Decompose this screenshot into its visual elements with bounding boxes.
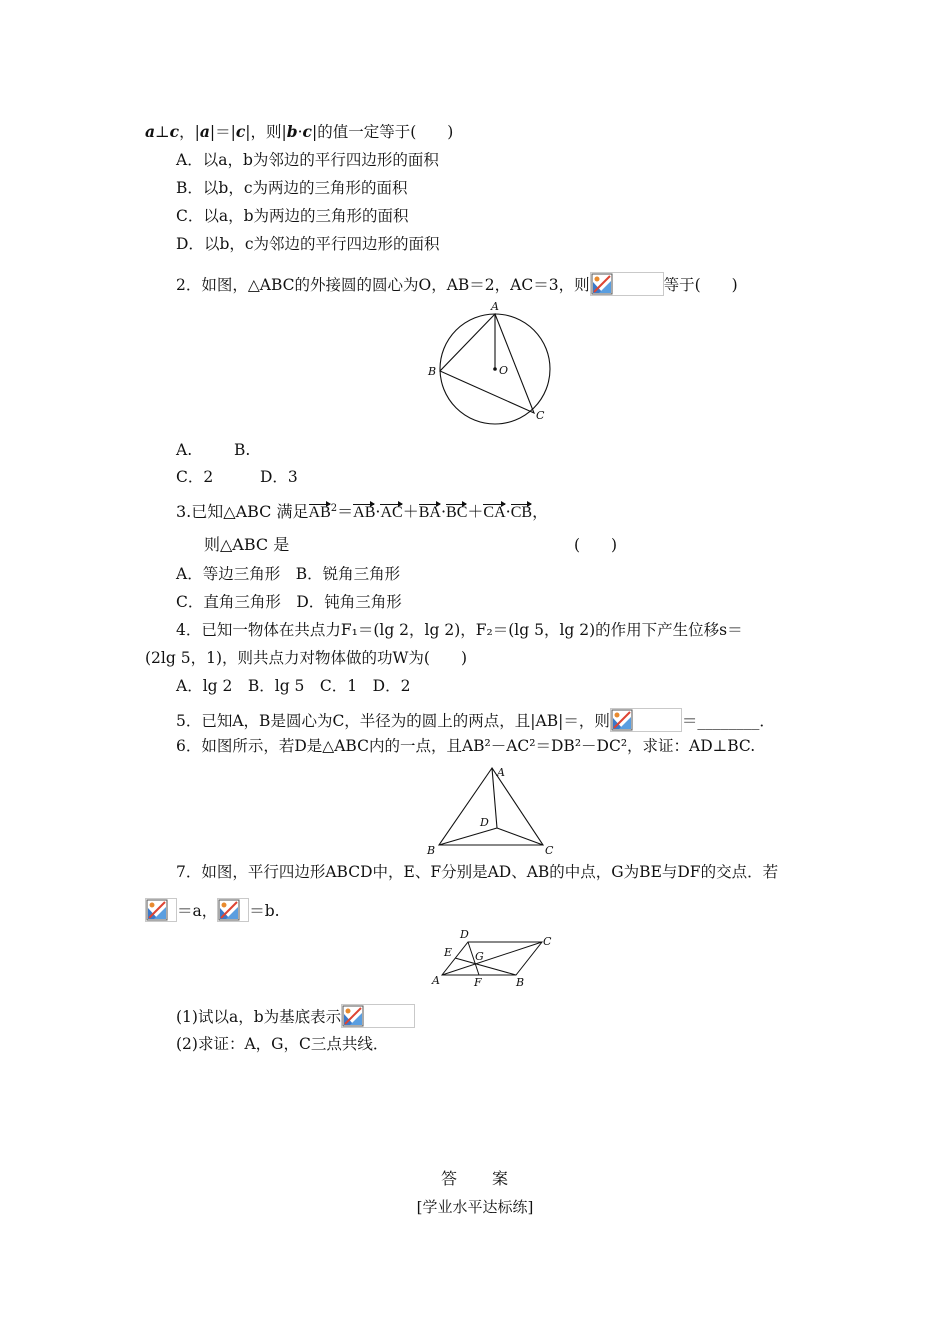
q7-part1: (1)试以a，b为基底表示: [176, 1004, 415, 1028]
label-f: F: [474, 976, 482, 989]
q3-options-row2: C．直角三角形 D．钝角三角形: [176, 593, 402, 611]
q3-options-row1: A．等边三角形 B．锐角三角形: [176, 565, 401, 583]
q2-stem: 2．如图，△ABC的外接圆的圆心为O，AB＝2，AC＝3，则 等于( ): [176, 272, 738, 296]
q7-stem: 7．如图，平行四边形ABCD中，E、F分别是AD、AB的中点，G为BE与DF的交点．若: [176, 863, 779, 881]
q1-option-c: C．以a，b为两边的三角形的面积: [176, 207, 409, 225]
q3-stem-line2: 则△ABC 是: [204, 535, 290, 554]
label-d: D: [460, 928, 469, 941]
label-b: B: [428, 365, 437, 378]
q5-stem: 5．已知A，B是圆心为C，半径为的圆上的两点，且|AB|＝，则 ＝________．: [176, 708, 775, 732]
q1-option-b: B．以b，c为两边的三角形的面积: [176, 179, 408, 197]
label-c: C: [543, 935, 552, 948]
label-c: C: [536, 409, 545, 422]
q3-stem: 3.已知△ABC 满足$AB^2=AB\cdot AC+BA\cdot BC+CA\cdot CB$，: [176, 502, 549, 521]
triangle-abc: [440, 314, 534, 413]
label-e: E: [444, 946, 453, 959]
q7-vectors: ＝a， ＝b.: [145, 898, 280, 922]
q4-stem-line1: 4．已知一物体在共点力F₁＝(lg 2，lg 2)，F₂＝(lg 5，lg 2)的作用下产生位移s＝: [176, 621, 743, 639]
triangle-abc: [439, 768, 543, 845]
q2-option-a: A.: [176, 441, 193, 459]
label-a: A: [432, 974, 440, 987]
q6-stem: 6．如图所示，若D是△ABC内的一点，且AB²－AC²＝DB²－DC²，求证：AD⊥BC.: [176, 737, 756, 755]
label-c: C: [545, 844, 554, 857]
q1-option-a: A．以a，b为邻边的平行四边形的面积: [176, 151, 439, 169]
q1-option-d: D．以b，c为邻边的平行四边形的面积: [176, 235, 440, 253]
q6-triangle-figure: [425, 762, 565, 858]
missing-image-icon: [590, 272, 664, 296]
q7-part2: (2)求证：A，G，C三点共线．: [176, 1035, 389, 1053]
missing-image-icon: [217, 898, 249, 922]
q3-answer-paren: ( ): [574, 536, 618, 554]
missing-image-icon: [341, 1004, 415, 1028]
q4-stem-line2: (2lg 5，1)，则共点力对物体做的功W为( ): [145, 649, 468, 667]
q2-option-b: B.: [234, 441, 251, 459]
label-g: G: [475, 950, 484, 963]
q2-circle-figure: [420, 300, 560, 430]
label-b: B: [427, 844, 436, 857]
q4-options: A．lg 2 B．lg 5 C．1 D．2: [176, 677, 411, 695]
missing-image-icon: [610, 708, 682, 732]
section-heading: [学业水平达标练]: [416, 1198, 534, 1216]
label-b: B: [516, 976, 525, 989]
q2-option-c: C．2: [176, 468, 214, 486]
missing-image-icon: [145, 898, 177, 922]
answer-title: 答 案: [440, 1169, 509, 1188]
label-d: D: [480, 816, 489, 829]
q2-option-d: D．3: [260, 468, 298, 486]
q1-stem: a⊥c，|a|＝|c|，则|b·c|的值一定等于( ): [145, 122, 454, 141]
label-a: A: [491, 300, 499, 313]
label-a: A: [497, 766, 505, 779]
label-o: O: [499, 364, 509, 377]
q7-parallelogram-figure: [428, 928, 558, 990]
